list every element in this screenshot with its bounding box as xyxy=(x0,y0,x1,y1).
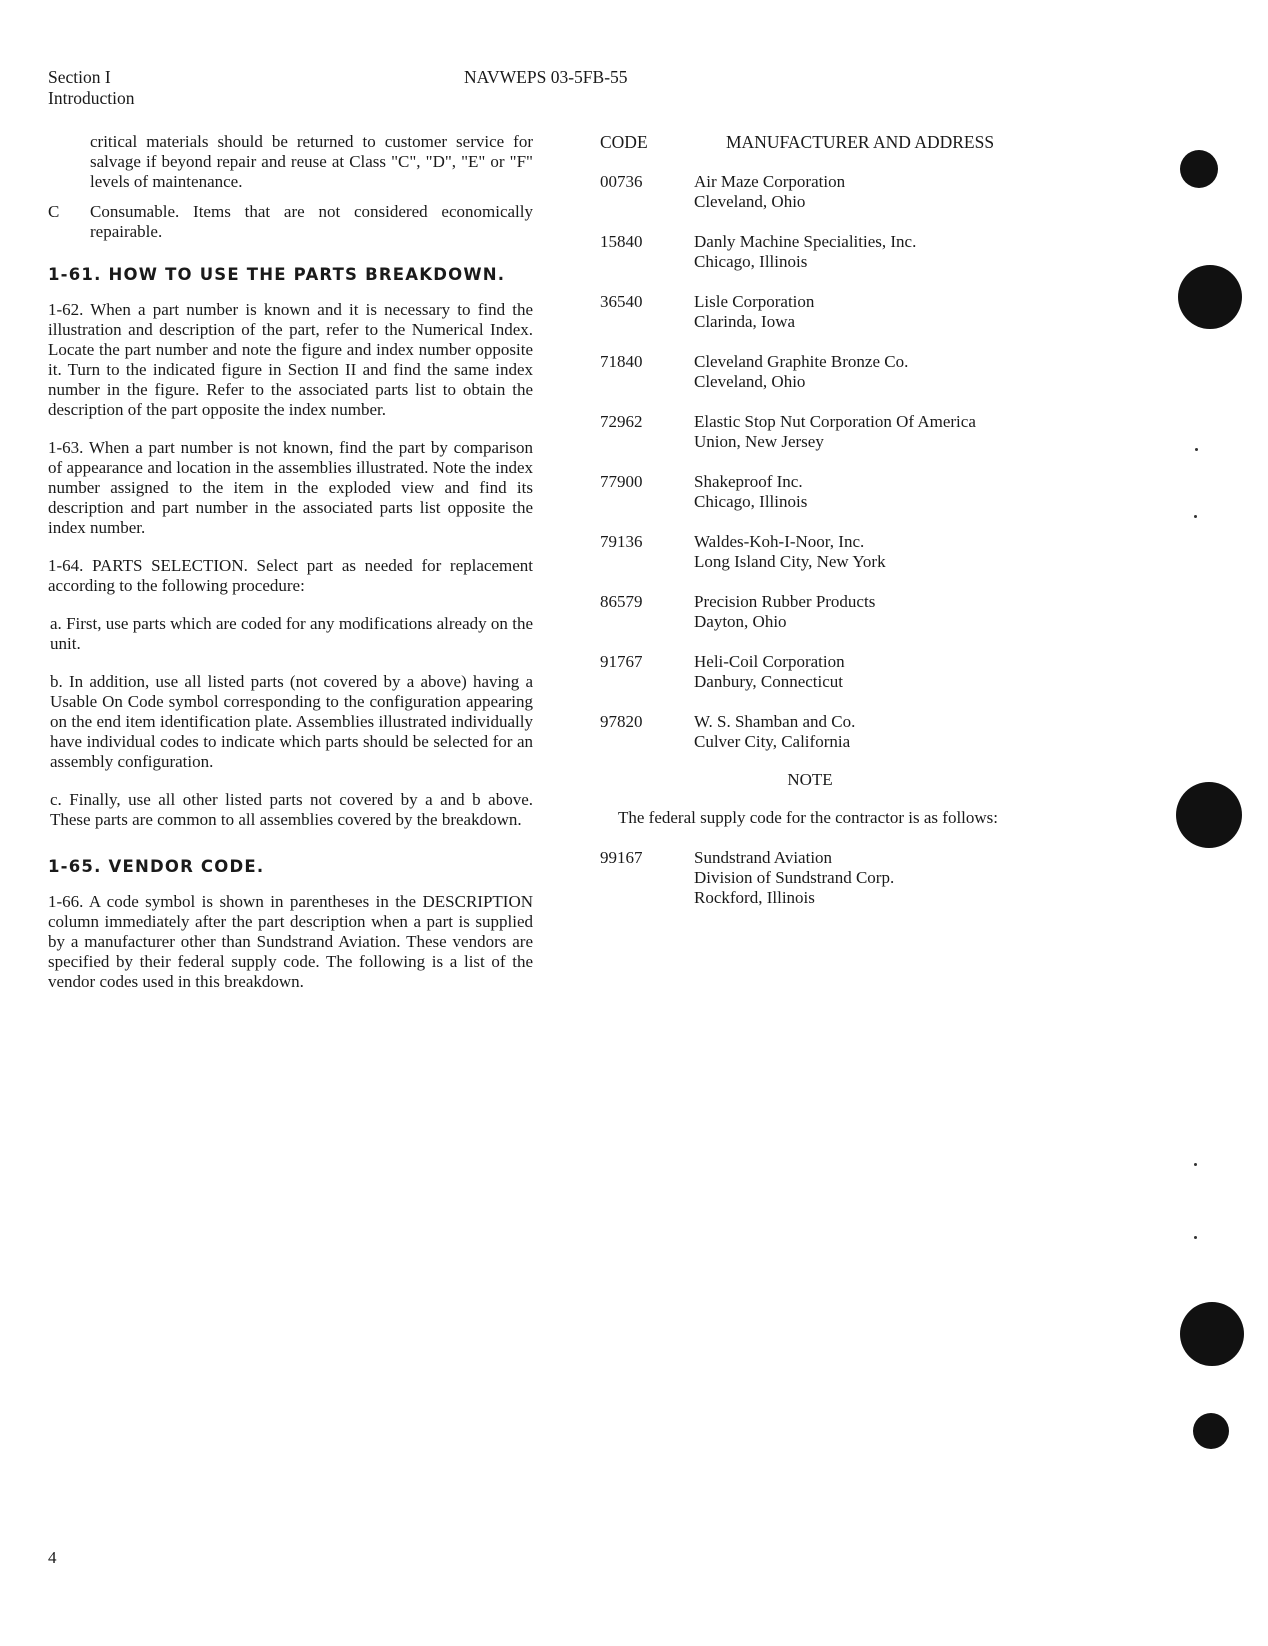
consumable-definition xyxy=(48,202,533,242)
section-label: Section I xyxy=(48,67,111,87)
paragraph-1-62: 1-62. When a part number is known and it is necessary to find the illustration and description of the part, refer to the Numerical Index. Locate the part number and note the figure and index number opposite it. Turn to the indicated figure in Section II and find the same index number in the figure. Refer to the associated parts list to obtain the description of the part opposite the index number. xyxy=(48,300,533,419)
punch-hole xyxy=(1180,150,1218,188)
vendor-name: Waldes-Koh-I-Noor, Inc. xyxy=(694,532,865,551)
punch-hole xyxy=(1193,1413,1229,1449)
vendor-city: Clarinda, Iowa xyxy=(694,312,796,331)
note-text: The federal supply code for the contractor is as follows: xyxy=(618,808,999,827)
subsection-label: Introduction xyxy=(48,88,135,108)
continued-text xyxy=(48,132,533,192)
vendor-code-list xyxy=(600,132,1070,908)
vendor-city: Long Island City, New York xyxy=(694,552,886,571)
column-header-manufacturer: MANUFACTURER AND ADDRESS xyxy=(726,132,995,152)
continued-paragraph: critical materials should be returned to customer service for salvage if beyond repair and reuse at Class "C", "D", "E" or "F" levels of maintenance. xyxy=(90,132,533,191)
vendor-city: Cleveland, Ohio xyxy=(694,372,806,391)
code-letter: C xyxy=(48,202,60,221)
step-b: b. In addition, use all listed parts (not covered by a above) having a Usable On Code symbol corresponding to the configuration appearing on the end item identification plate. Assemblies illustrated individually have individual codes to indicate which parts should be selected for an assembly configuration. xyxy=(50,672,533,771)
vendor-name: Shakeproof Inc. xyxy=(694,472,803,491)
scan-speck xyxy=(1194,515,1197,518)
contractor-code: 99167 xyxy=(600,848,643,867)
vendor-code: 79136 xyxy=(600,532,643,551)
vendor-name: Air Maze Corporation xyxy=(694,172,846,191)
vendor-city: Union, New Jersey xyxy=(694,432,824,451)
vendor-row xyxy=(600,292,1070,332)
vendor-row xyxy=(600,532,1070,572)
vendor-code: 15840 xyxy=(600,232,643,251)
vendor-city: Cleveland, Ohio xyxy=(694,192,806,211)
vendor-row xyxy=(600,712,1070,752)
paragraph-1-63: 1-63. When a part number is not known, find the part by comparison of appearance and location in the assemblies illustrated. Note the index number assigned to the item in the exploded view and find its description and part number in the associated parts list opposite the index number. xyxy=(48,438,533,537)
left-column xyxy=(48,132,533,992)
vendor-code: 71840 xyxy=(600,352,643,371)
document-number: NAVWEPS 03-5FB-55 xyxy=(464,67,628,87)
vendor-code: 86579 xyxy=(600,592,643,611)
vendor-code: 72962 xyxy=(600,412,643,431)
code-description: Consumable. Items that are not considered economically repairable. xyxy=(90,202,533,241)
vendor-code: 77900 xyxy=(600,472,643,491)
vendor-row xyxy=(600,412,1070,452)
vendor-row xyxy=(600,592,1070,632)
contractor-division: Division of Sundstrand Corp. xyxy=(694,868,895,887)
step-c: c. Finally, use all other listed parts not covered by a and b above. These parts are common to all assemblies covered by the breakdown. xyxy=(50,790,533,829)
vendor-name: Lisle Corporation xyxy=(694,292,815,311)
contractor-name: Sundstrand Aviation xyxy=(694,848,833,867)
vendor-city: Danbury, Connecticut xyxy=(694,672,844,691)
paragraph-1-66: 1-66. A code symbol is shown in parentheses in the DESCRIPTION column immediately after the part description when a part is supplied by a manufacturer other than Sundstrand Aviation. These vendors are specified by their federal supply code. The following is a list of the vendor codes used in this breakdown. xyxy=(48,892,533,991)
vendor-name: Elastic Stop Nut Corporation Of America xyxy=(694,412,976,431)
vendor-city: Chicago, Illinois xyxy=(694,492,808,511)
vendor-row xyxy=(600,352,1070,392)
punch-hole xyxy=(1178,265,1242,329)
vendor-code: 00736 xyxy=(600,172,643,191)
vendor-code: 91767 xyxy=(600,652,643,671)
scan-speck xyxy=(1194,1236,1197,1239)
punch-hole xyxy=(1176,782,1242,848)
contractor-row xyxy=(600,848,1070,908)
heading-how-to-use: 1-61. HOW TO USE THE PARTS BREAKDOWN. xyxy=(48,265,506,284)
vendor-row xyxy=(600,472,1070,512)
page-number: 4 xyxy=(48,1548,57,1567)
vendor-code: 36540 xyxy=(600,292,643,311)
contractor-city: Rockford, Illinois xyxy=(694,888,815,907)
vendor-city: Dayton, Ohio xyxy=(694,612,787,631)
punch-hole xyxy=(1180,1302,1244,1366)
vendor-code: 97820 xyxy=(600,712,643,731)
vendor-name: Precision Rubber Products xyxy=(694,592,876,611)
scan-speck xyxy=(1195,448,1198,451)
vendor-table-header xyxy=(600,132,1070,152)
vendor-row xyxy=(600,232,1070,272)
vendor-city: Chicago, Illinois xyxy=(694,252,808,271)
vendor-name: Danly Machine Specialities, Inc. xyxy=(694,232,917,251)
step-a: a. First, use parts which are coded for any modifications already on the unit. xyxy=(50,614,533,653)
paragraph-1-64: 1-64. PARTS SELECTION. Select part as needed for replacement according to the following procedure: xyxy=(48,556,533,595)
vendor-row xyxy=(600,652,1070,692)
page-header-section xyxy=(48,67,135,109)
scan-speck xyxy=(1194,1163,1197,1166)
vendor-name: Heli-Coil Corporation xyxy=(694,652,845,671)
column-header-code: CODE xyxy=(600,132,648,152)
vendor-city: Culver City, California xyxy=(694,732,851,751)
note-title: NOTE xyxy=(787,770,833,789)
vendor-name: Cleveland Graphite Bronze Co. xyxy=(694,352,909,371)
vendor-name: W. S. Shamban and Co. xyxy=(694,712,856,731)
vendor-row xyxy=(600,172,1070,212)
heading-vendor-code: 1-65. VENDOR CODE. xyxy=(48,857,265,876)
